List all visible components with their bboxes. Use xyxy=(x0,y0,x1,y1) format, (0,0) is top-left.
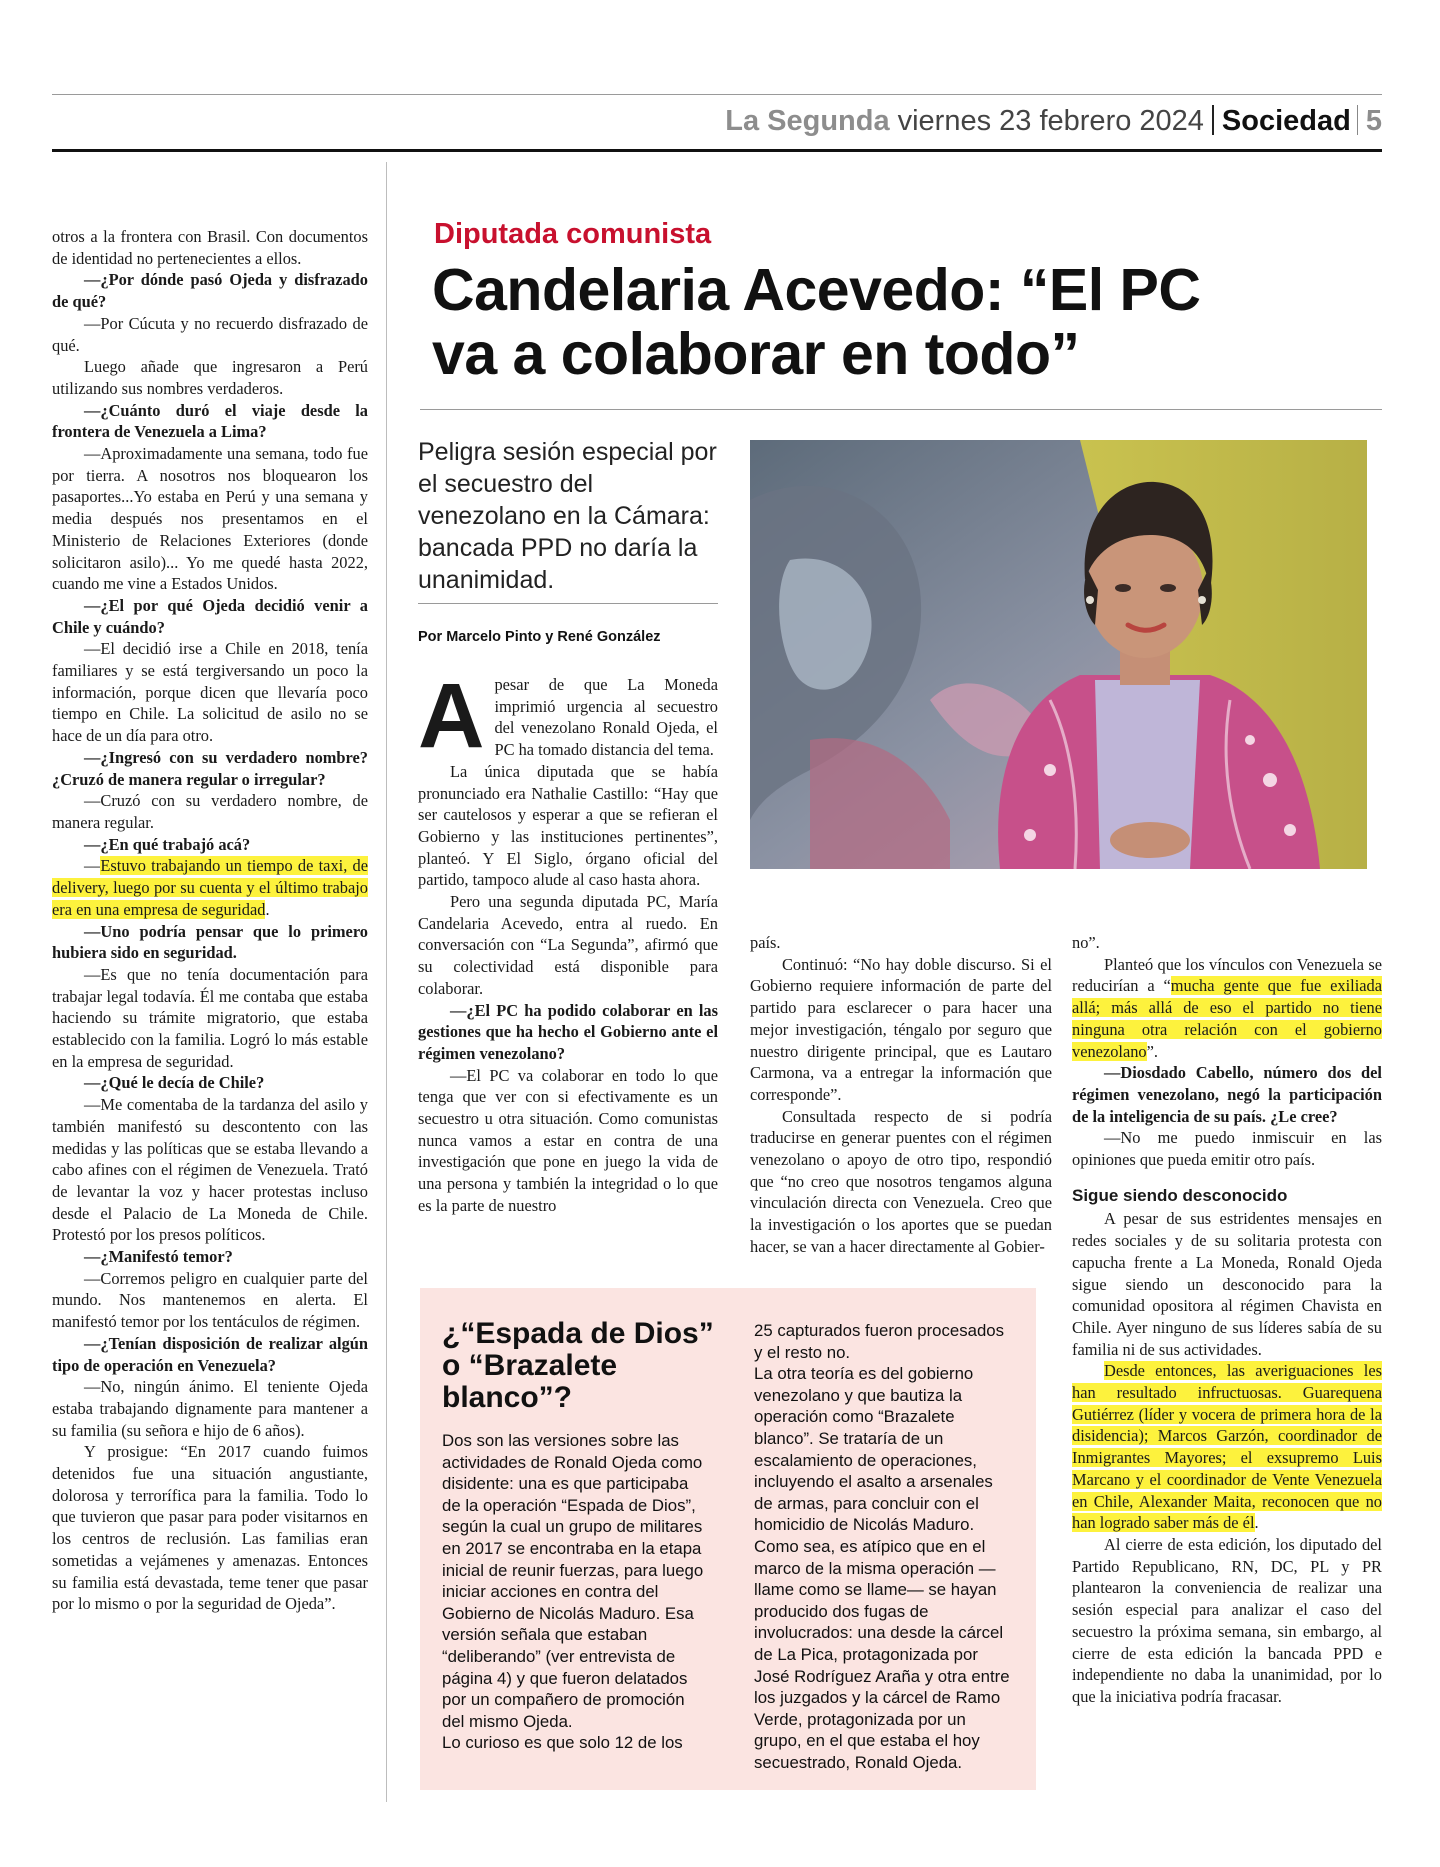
text: . xyxy=(1254,1513,1259,1533)
question: —¿El PC ha podido colaborar en las gestiones que ha hecho el Gobierno ante el régimen venezolano? xyxy=(418,1000,718,1063)
portrait-illustration xyxy=(750,440,1367,869)
masthead-divider xyxy=(1212,105,1214,135)
question: —¿Ingresó con su verdadero nombre? ¿Cruzó de manera regular o irregular? xyxy=(52,747,368,789)
paragraph: A pesar de sus estridentes mensajes en redes sociales y de su solitaria protesta con capucha frente a La Moneda, Ronald Ojeda sigue siendo un desconocido para la comunidad opositora al régimen Chavista en Chile. Ayer ninguno de sus líderes sabía de su familia ni de sus actividades. xyxy=(1072,1209,1382,1359)
page-number: 5 xyxy=(1365,105,1382,137)
paragraph: —No, ningún ánimo. El teniente Ojeda estaba trabajando dignamente para mantener a su familia (su señora e hijo de 6 años). xyxy=(52,1377,368,1440)
newspaper-name: La Segunda xyxy=(725,105,890,137)
paragraph: Consultada respecto de si podría traducirse en generar puentes con el régimen venezolano o apoyo de otro tipo, respondió que “no creo que nosotros tengamos alguna vinculación directa con Venezuela. Creo que la investigación o los aportes que se puedan hacer, se van a hacer directamente al Gobier- xyxy=(750,1106,1052,1256)
highlighted-text: mucha gente que fue exiliada allá; más allá de eso el partido no tiene ninguna otra relación con el gobierno venezolano xyxy=(1072,976,1383,1061)
headline-line-2: va a colaborar en todo” xyxy=(432,321,1080,387)
question: —¿Manifestó temor? xyxy=(84,1247,233,1267)
paragraph: La única diputada que se había pronunciado era Nathalie Castillo: “Hay que ser cautelosos y esperar a que se refieran el Gobierno y las instituciones pertinentes”, planteó. Y El Siglo, órgano oficial del partido, tampoco alude al caso hasta ahora. xyxy=(418,761,718,890)
paragraph: Dos son las versiones sobre las actividades de Ronald Ojeda como disidente: una es que participaba de la operación “Espada de Dios”, según la cual un grupo de militares en 2017 se encontraba en la etapa inicial de reunir fuerzas, para luego iniciar acciones en contra del Gobierno de Nicolás Maduro. Esa versión señala que estaban “deliberando” (ver entrevista de página 4) y que fueron delatados por un compañero de promoción del mismo Ojeda. xyxy=(442,1431,704,1731)
highlighted-text: Estuvo trabajando un tiempo de taxi, de delivery, luego por su cuenta y el último trabajo era en una empresa de seguridad xyxy=(52,856,368,919)
paragraph: —Por Cúcuta y no recuerdo disfrazado de qué. xyxy=(52,313,368,355)
paragraph: Continuó: “No hay doble discurso. Si el Gobierno requiere información de parte del partido para esclarecer o para hacer una mejor investigación, téngalo por seguro que nuestro dirigente principal, que es Lautaro Carmona, va a entregar la información que corresponde”. xyxy=(750,954,1052,1104)
paragraph: —Cruzó con su verdadero nombre, de manera regular. xyxy=(52,791,368,832)
paragraph: país. xyxy=(750,933,781,952)
paragraph: —El decidió irse a Chile en 2018, tenía familiares y se está tergiversando un poco la información, porque dicen que llevaría poco tiempo en Chile. La solicitud de asilo no se hace de un día para otro. xyxy=(52,639,368,746)
paragraph: —El PC va colaborar en todo lo que tenga que ver con si efectivamente es un secuestro u otra situación. Como comunistas nunca vamos a estar en contra de una investigación que pone en juego la vida de una persona y también la integridad o lo que es la parte de nuestro xyxy=(418,1065,718,1215)
paragraph: Luego añade que ingresaron a Perú utilizando sus nombres verdaderos. xyxy=(52,357,368,398)
paragraph: no”. xyxy=(1072,933,1100,952)
article-column-3 xyxy=(1072,932,1382,1708)
portrait-photo xyxy=(750,440,1367,869)
article-column-1 xyxy=(418,665,718,1217)
column-divider xyxy=(386,162,387,1802)
masthead-rule xyxy=(52,149,1382,152)
text: ”. xyxy=(1146,1041,1159,1061)
question: —Uno podría pensar que lo primero hubiera sido en seguridad. xyxy=(52,921,368,963)
dash: — xyxy=(84,856,101,876)
highlighted-text: Desde entonces, las averiguaciones les han resultado infructuosas. Guarequena Gutiérrez (líder y vocera de primera hora de la disidencia); Marcos Garzón, coordinador de Inmigrantes Mayores; el exsupremo Luis Marcano y el coordinador de Vente Venezuela en Chile, Alexander Maita, reconocen que no han logrado saber más de él xyxy=(1072,1361,1382,1533)
question: —¿El por qué Ojeda decidió venir a Chile y cuándo? xyxy=(52,595,368,637)
drop-cap: A xyxy=(418,665,485,767)
section-subhead: Sigue siendo desconocido xyxy=(1072,1185,1288,1205)
article-column-2 xyxy=(750,932,1052,1258)
headline-rule xyxy=(420,409,1382,410)
question: —¿En qué trabajó acá? xyxy=(84,834,251,854)
article-kicker: Diputada comunista xyxy=(434,218,712,250)
lead-paragraph xyxy=(418,665,718,767)
article-deck: Peligra sesión especial por el secuestro del venezolano en la Cámara: bancada PPD no daría la unanimidad. xyxy=(418,438,717,594)
top-rule xyxy=(52,94,1382,95)
text: Planteó que los vínculos con Venezuela se reducirían a “ xyxy=(1072,954,1382,996)
question: —¿Por dónde pasó Ojeda y disfrazado de qué? xyxy=(52,270,368,312)
paragraph: Y prosigue: “En 2017 cuando fuimos detenidos fue una situación angustiante, dolorosa y terrorífica para la familia. Todo lo que tuvieron que pasar para poder visitarnos en los centros de reclusión. Las familias eran sometidas a vejámenes y amenazas. Entonces su familia está devastada, teme tener que pasar por lo mismo o por la seguridad de Ojeda”. xyxy=(52,1442,368,1614)
paragraph: 25 capturados fueron procesados y el resto no. xyxy=(754,1321,1005,1362)
article-byline: Por Marcelo Pinto y René González xyxy=(418,629,661,645)
masthead-divider-2 xyxy=(1357,105,1358,135)
masthead xyxy=(725,100,1382,138)
paragraph: Al cierre de esta edición, los diputado del Partido Republicano, RN, DC, PL y PR plantearon la conveniencia de realizar una sesión especial para analizar el caso del secuestro la próxima semana, sin embargo, al cierre de esta edición la bancada PPD e independiente no daba la unanimidad, por lo que la iniciativa podría fracasar. xyxy=(1072,1534,1382,1706)
paragraph: Lo curioso es que solo 12 de los xyxy=(442,1733,683,1753)
highlighted-paragraph xyxy=(52,855,368,920)
paragraph: —Aproximadamente una semana, todo fue por tierra. A nosotros nos bloquearon los pasaportes...Yo estaba en Perú y una semana y media después nos presentamos en el Ministerio de Relaciones Exteriores (donde solicitaron asilo)... Yo me quedé hasta 2022, cuando me vine a Estados Unidos. xyxy=(52,444,368,594)
question: —¿Tenían disposición de realizar algún tipo de operación en Venezuela? xyxy=(52,1333,368,1375)
issue-date: viernes 23 febrero 2024 xyxy=(897,105,1204,137)
paragraph: —Corremos peligro en cualquier parte del mundo. Nos mantenemos en alerta. El manifestó temor por los tentáculos de régimen. xyxy=(52,1268,368,1332)
section-name: Sociedad xyxy=(1221,105,1351,137)
left-column xyxy=(52,226,368,1615)
lead-text: pesar de que La Moneda imprimió urgencia al secuestro del venezolano Ronald Ojeda, el PC ha tomado distancia del tema. xyxy=(494,675,718,760)
sidebar-column-1 xyxy=(442,1430,706,1754)
sidebar-title: ¿“Espada de Dios” o “Brazalete blanco”? xyxy=(442,1317,714,1414)
article-headline xyxy=(432,258,1332,386)
deck-rule xyxy=(418,603,718,604)
period: . xyxy=(265,899,270,919)
question: —Diosdado Cabello, número dos del régimen venezolano, negó la participación de la inteligencia de su país. ¿Le cree? xyxy=(1072,1063,1382,1126)
paragraph: Pero una segunda diputada PC, María Candelaria Acevedo, entra al ruedo. En conversación con “La Segunda”, afirmó que su colectividad está disponible para colaborar. xyxy=(418,892,718,998)
paragraph: otros a la frontera con Brasil. Con documentos de identidad no pertenecientes a ellos. xyxy=(52,227,368,268)
paragraph: La otra teoría es del gobierno venezolano y que bautiza la operación como “Brazalete blanco”. Se trataría de un escalamiento de operaciones, incluyendo el asalto a arsenales de armas, para concluir con el homicidio de Nicolás Maduro. xyxy=(754,1364,993,1535)
sidebar-column-2 xyxy=(754,1320,1016,1773)
paragraph: —Me comentaba de la tardanza del asilo y también manifestó su descontento con las medidas y las políticas que se estaba llevando a cabo afines con el régimen de Venezuela. Trató de levantar la voz y hacer protestas incluso desde el Palacio de La Moneda de Chile. Protestó por los presos políticos. xyxy=(52,1095,368,1245)
question: —¿Cuánto duró el viaje desde la frontera de Venezuela a Lima? xyxy=(52,400,368,442)
paragraph: Como sea, es atípico que en el marco de la misma operación —llame como se llame— se hayan producido dos fugas de involucrados: una desde la cárcel de La Pica, protagonizada por José Rodríguez Araña y otra entre los juzgados y la cárcel de Ramo Verde, protagonizada por un grupo, en el que estaba el hoy secuestrado, Ronald Ojeda. xyxy=(754,1536,1010,1772)
highlighted-paragraph xyxy=(1072,954,1382,1063)
paragraph: —No me puedo inmiscuir en las opiniones que pueda emitir otro país. xyxy=(1072,1128,1382,1170)
highlighted-paragraph xyxy=(1072,1360,1382,1534)
headline-line-1: Candelaria Acevedo: “El PC xyxy=(432,257,1201,323)
question: —¿Qué le decía de Chile? xyxy=(84,1073,265,1093)
paragraph: —Es que no tenía documentación para trabajar legal todavía. Él me contaba que estaba haciendo su trámite migratorio, que estaba establecido con la familia. Logró lo más estable en la empresa de seguridad. xyxy=(52,964,368,1071)
